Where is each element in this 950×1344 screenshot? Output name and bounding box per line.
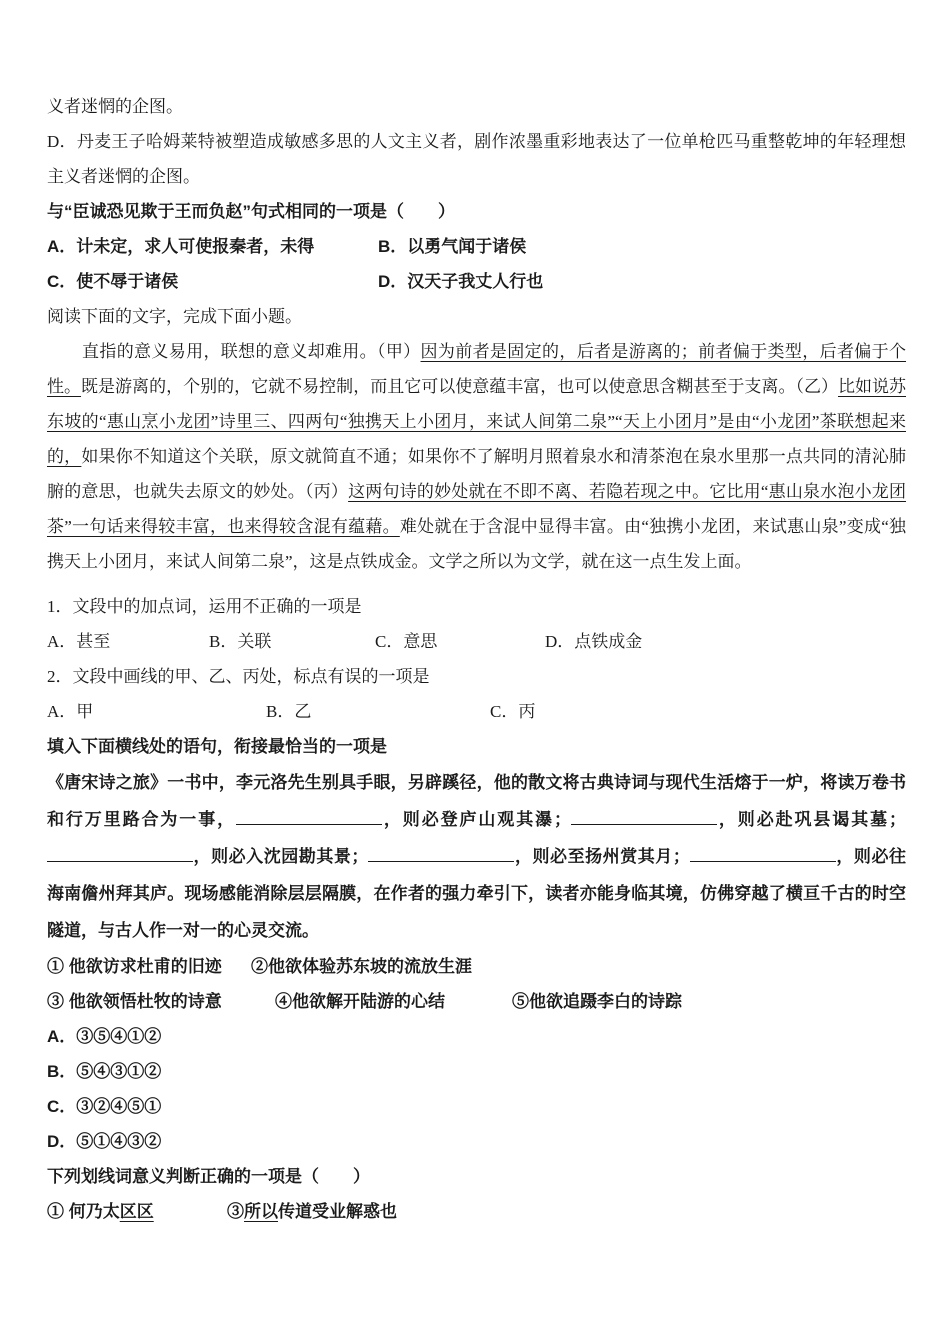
underlined-text: 比如说苏东坡的“惠山烹小龙团”诗里三、四两句“独携天上小团月，来试人间第二泉”“天上小团月”是由“小龙团”茶联想起来的， [47,377,907,466]
cohesion-items-row-1-item: ① 他欲访求杜甫的旧迹 [47,957,222,976]
question-2-options-item: B．乙 [266,702,312,721]
cohesion-items-row-2 [47,984,906,1019]
sentence-pattern-options-cd [47,264,906,299]
underlined-words-items-row-item: ① 何乃太区区 [47,1202,154,1221]
sentence-pattern-options-cd-item: D．汉天子我丈人行也 [378,272,544,291]
fill-in-blank-line [236,807,382,825]
cohesion-items-row-1 [47,949,906,984]
option-d-overflow-line: 义者迷惘的企图。 [47,97,183,116]
question-2-options-item: C．丙 [490,702,536,721]
underlined-text: 区区 [119,1202,154,1221]
question-1-options-item: D．点铁成金 [545,632,643,651]
question-1-options-item: C．意思 [375,632,438,651]
fill-in-blank-line [47,844,193,862]
reading-instruction: 阅读下面的文字，完成下面小题。 [47,307,302,326]
underlined-words-items-row-item: ③所以传道受业解惑也 [227,1202,397,1221]
question-1: 1．文段中的加点词，运用不正确的一项是 [47,597,362,616]
question-1-options-item: A．甚至 [47,632,111,651]
question-sentence-pattern: 与“臣诚恐见欺于王而负赵”句式相同的一项是（ ） [47,202,455,221]
sentence-pattern-options-ab-item: B．以勇气闻于诸侯 [378,237,527,256]
cohesion-items-row-2-item: ③ 他欲领悟杜牧的诗意 [47,992,222,1011]
underlined-text: 这两句诗的妙处就在不即不离、若隐若现之中。它比用“惠山泉水泡小龙团茶”一句话来得较丰富，也来得较含混有蕴藉。 [47,482,907,536]
cohesion-option-a: A．③⑤④①② [47,1027,162,1046]
cohesion-items-row-2-item: ⑤他欲追蹑李白的诗踪 [512,992,682,1011]
cohesion-option-d: D．⑤①④③② [47,1132,162,1151]
cohesion-items-row-2-item: ④他欲解开陆游的心结 [275,992,445,1011]
fill-in-blank-line [690,844,836,862]
question-2-options [47,694,906,729]
fill-in-blank-line [368,844,514,862]
cohesion-passage: 《唐宋诗之旅》一书中，李元洛先生别具手眼，另辟蹊径，他的散文将古典诗词与现代生活熔于一炉，将读万卷书和行万里路合为一事， ，则必登庐山观其瀑； ，则必赴巩县谒其墓；，则必入沈园勘其景； ，则必至扬州赏其月； ，则必往海南儋州拜其庐。现场感能消除层层隔膜，在作者的强力牵引下，读者亦能身临其境，仿佛穿越了横亘千古的时空隧道，与古人作一对一的心灵交流。 [47,773,907,940]
underlined-text: 所以 [244,1202,278,1221]
sentence-pattern-options-ab [47,229,906,264]
sentence-pattern-options-ab-item: A．计未定，求人可使报秦者，未得 [47,237,315,256]
fill-in-blank-line [571,807,717,825]
question-2-options-item: A．甲 [47,702,94,721]
question-underlined-words: 下列划线词意义判断正确的一项是（ ） [47,1167,370,1186]
question-1-options [47,624,906,659]
sentence-pattern-options-cd-item: C．使不辱于诸侯 [47,272,179,291]
cohesion-option-c: C．③②④⑤① [47,1097,162,1116]
question-cohesion: 填入下面横线处的语句，衔接最恰当的一项是 [47,737,387,756]
option-d-hamlet: D．丹麦王子哈姆莱特被塑造成敏感多思的人文主义者，剧作浓墨重彩地表达了一位单枪匹马重整乾坤的年轻理想主义者迷惘的企图。 [47,132,906,186]
underlined-words-items-row [47,1194,906,1229]
reading-passage: 直指的意义易用，联想的意义却难用。（甲）因为前者是固定的，后者是游离的；前者偏于类型，后者偏于个性。既是游离的，个别的，它就不易控制，而且它可以使意蕴丰富，也可以使意思含糊甚至于支离。（乙）比如说苏东坡的“惠山烹小龙团”诗里三、四两句“独携天上小团月，来试人间第二泉”“天上小团月”是由“小龙团”茶联想起来的，如果你不知道这个关联，原文就简直不通；如果你不了解明月照着泉水和清茶泡在泉水里那一点共同的清沁肺腑的意思，也就失去原文的妙处。（丙）这两句诗的妙处就在不即不离、若隐若现之中。它比用“惠山泉水泡小龙团茶”一句话来得较丰富，也来得较含混有蕴藉。难处就在于含混中显得丰富。由“独携小龙团，来试惠山泉”变成“独携天上小团月，来试人间第二泉”，这是点铁成金。文学之所以为文学，就在这一点生发上面。 [47,342,907,571]
question-1-options-item: B．关联 [209,632,272,651]
cohesion-option-b: B．⑤④③①② [47,1062,162,1081]
question-2: 2．文段中画线的甲、乙、丙处，标点有误的一项是 [47,667,430,686]
underlined-text: 因为前者是固定的，后者是游离的；前者偏于类型，后者偏于个性。 [47,342,907,396]
cohesion-items-row-1-item: ②他欲体验苏东坡的流放生涯 [251,957,472,976]
